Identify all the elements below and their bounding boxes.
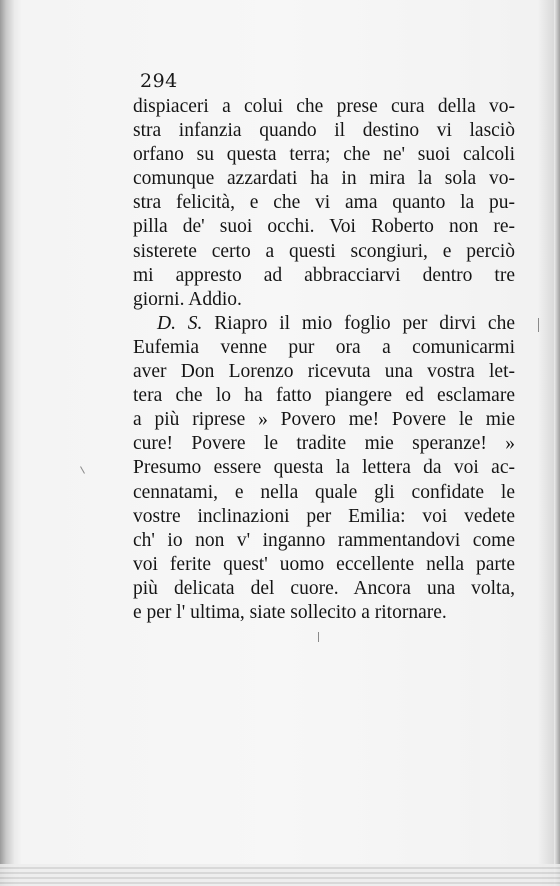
page-right-edge (554, 0, 560, 886)
page-gutter-shadow (0, 0, 14, 886)
text-line: giorni. Addio. (133, 288, 242, 310)
text-line: comunque azzardati ha in mira la sola vo- (133, 168, 515, 190)
text-line: sisterete certo a questi scongiuri, e perciò (133, 240, 515, 262)
paper-speck (538, 318, 539, 332)
postscript-line: tera che lo ha fatto piangere ed esclamare (133, 385, 515, 407)
text-line: dispiaceri a colui che prese cura della vo- (133, 96, 515, 117)
postscript-first-line (133, 312, 515, 336)
postscript-line: voi ferite quest' uomo eccellente nella parte (133, 553, 515, 575)
postscript-opening: Riapro il mio foglio per dirvi che (214, 312, 515, 334)
postscript-line: più delicata del cuore. Ancora una volta, (133, 577, 515, 599)
paper-speck (318, 632, 319, 642)
text-line: pilla de' suoi occhi. Voi Roberto non re- (133, 216, 515, 238)
page-number: 294 (140, 70, 178, 92)
text-line: orfano su questa terra; che ne' suoi calcoli (133, 144, 515, 166)
postscript-line: a più riprese » Povero me! Povere le mie (133, 409, 515, 431)
postscript-line: cure! Povere le tradite mie speranze! » (133, 433, 515, 455)
text-line: stra felicità, e che vi ama quanto la pu- (133, 192, 515, 214)
body-text (133, 95, 515, 625)
text-line: stra infanzia quando il destino vi lasciò (133, 120, 515, 142)
postscript-line: cennatami, e nella quale gli confidate le (133, 481, 515, 503)
text-line: mi appresto ad abbracciarvi dentro tre (133, 264, 515, 286)
postscript-line: Presumo essere questa la lettera da voi ac- (133, 457, 515, 479)
page-bottom-edge (0, 864, 560, 886)
postscript-line: e per l' ultima, siate sollecito a ritornare. (133, 601, 447, 623)
postscript-line: ch' io non v' inganno rammentandovi come (133, 529, 515, 551)
postscript-line: aver Don Lorenzo ricevuta una vostra let- (133, 361, 515, 383)
paper-speck (80, 466, 85, 473)
postscript-line: vostre inclinazioni per Emilia: voi vedete (133, 505, 515, 527)
postscript-label: D. S. (157, 312, 203, 334)
postscript-line: Eufemia venne pur ora a comunicarmi (133, 336, 515, 358)
